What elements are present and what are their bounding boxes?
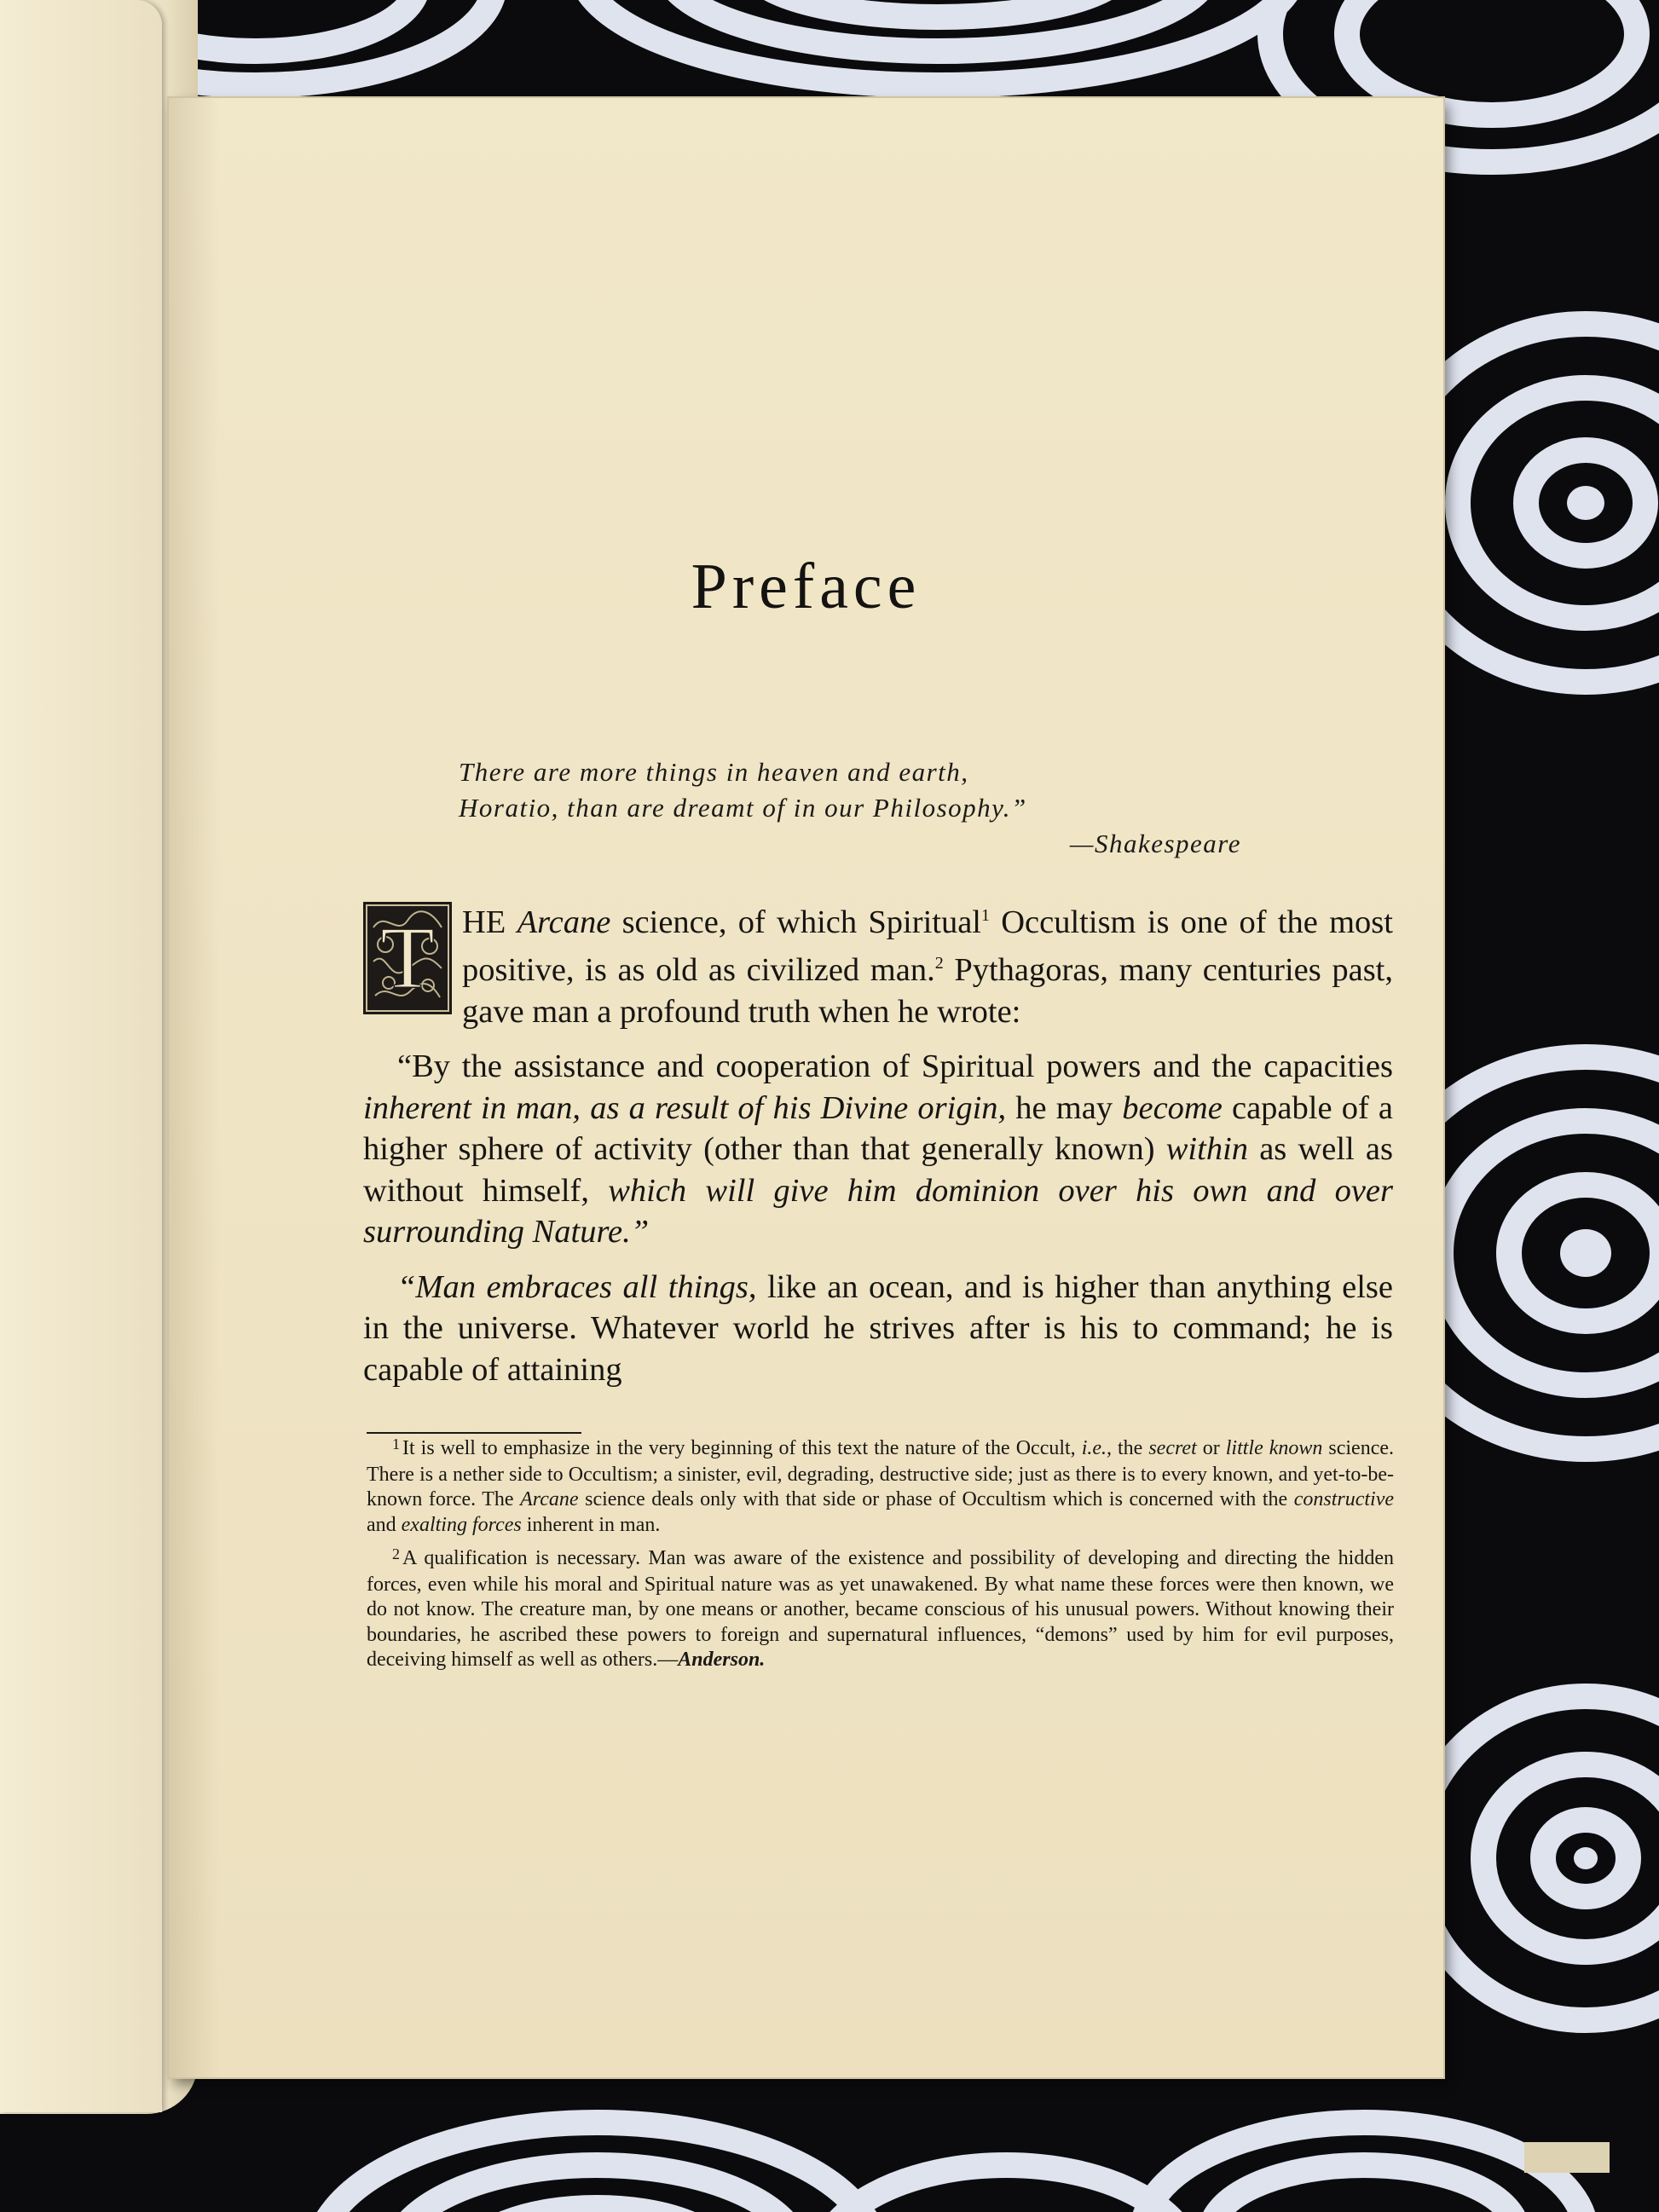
- italic-run: become: [1122, 1089, 1223, 1126]
- book-page: [169, 98, 1443, 2077]
- footnote-rule: [367, 1432, 581, 1434]
- text-run: like an ocean, and is higher than anything else in the universe. Whatever world he strives after is his to command; he is capable of attaining: [363, 1268, 1393, 1388]
- text-run: he may: [1006, 1089, 1123, 1126]
- text-run: HE: [462, 904, 517, 940]
- italic-run: within: [1165, 1131, 1249, 1168]
- italic-run: which will give him dominion over his own and over surrounding Nature.”: [363, 1172, 1394, 1250]
- epigraph: [459, 754, 1243, 862]
- text-run: Occultism is one of the most positive, is as old as civilized man.: [462, 904, 1393, 989]
- epigraph-line: Horatio, than are dreamt of in our Philosophy.”: [459, 793, 1027, 823]
- text-run: Pythagoras, many centuries past, gave man a profound truth when he wrote:: [462, 952, 1394, 1030]
- epigraph-line: There are more things in heaven and earth,: [459, 757, 969, 787]
- footnote-1: [367, 1436, 1394, 1538]
- facing-page-edge: [0, 0, 162, 2112]
- italic-run: inherent in man, as a result of his Divine origin,: [363, 1089, 1007, 1126]
- ornamental-dropcap: [363, 902, 452, 1014]
- italic-run: i.e.,: [1081, 1437, 1113, 1459]
- dropcap-ornament-icon: [363, 902, 452, 1014]
- text-run: the: [1112, 1437, 1149, 1459]
- page-content: [169, 98, 1443, 2077]
- italic-run: little known: [1225, 1437, 1323, 1459]
- page-title: Preface: [691, 551, 922, 622]
- text-run: science. There is a nether side to Occultism; a sinister, evil, degrading, destructive side; just as there is to every known, and yet-to-be-known force. The: [367, 1437, 1395, 1510]
- text-run: A qualification is necessary. Man was aware of the existence and possibility of developing and directing the hidden forces, even while his moral and Spiritual nature was as yet unawakened. By what name these forces were then known, we do not know. The creature man, by one means or another, became conscious of his unusual powers. Without knowing their boundaries, he ascribed these powers to foreign and supernatural influences, “demons” used by him for evil purposes, deceiving himself as well as others.—: [367, 1547, 1394, 1671]
- paragraph-3: [363, 1267, 1393, 1391]
- italic-run: “Man embraces all things,: [397, 1268, 757, 1305]
- italic-run: exalting forces: [401, 1513, 522, 1536]
- text-run: and: [367, 1513, 402, 1536]
- text-run: as well as without himself,: [363, 1131, 1393, 1209]
- footnote-number: 2: [392, 1545, 400, 1562]
- footnotes: [367, 1436, 1394, 1682]
- page-corner-wear: [1524, 2142, 1610, 2173]
- italic-run: constructive: [1293, 1488, 1394, 1510]
- footnote-number: 1: [392, 1435, 400, 1453]
- text-run: It is well to emphasize in the very beginning of this text the nature of the Occult,: [402, 1437, 1082, 1459]
- text-run: science deals only with that side or phase of Occultism which is concerned with the: [578, 1488, 1294, 1510]
- footnote-ref: 2: [934, 954, 944, 973]
- paragraph-2: [363, 1046, 1393, 1253]
- footnote-2: [367, 1546, 1394, 1673]
- paragraph-1: [363, 895, 1393, 1032]
- italic-run: Arcane: [520, 1488, 579, 1510]
- epigraph-attribution: —Shakespeare: [1069, 829, 1241, 858]
- text-run: science, of which Spiritual: [610, 904, 981, 940]
- italic-run: Arcane: [517, 904, 611, 940]
- body-text: [363, 895, 1393, 1404]
- text-run: “By the assistance and cooperation of Spiritual powers and the capacities: [397, 1048, 1393, 1085]
- dropcap-letter: T: [380, 909, 435, 1007]
- text-run: inherent in man.: [521, 1513, 661, 1536]
- text-run: or: [1196, 1437, 1226, 1459]
- italic-run: Anderson.: [678, 1649, 766, 1671]
- footnote-ref: 1: [981, 906, 990, 925]
- text-run: capable of a higher sphere of activity (other than that generally known): [363, 1089, 1394, 1168]
- italic-run: secret: [1148, 1437, 1197, 1459]
